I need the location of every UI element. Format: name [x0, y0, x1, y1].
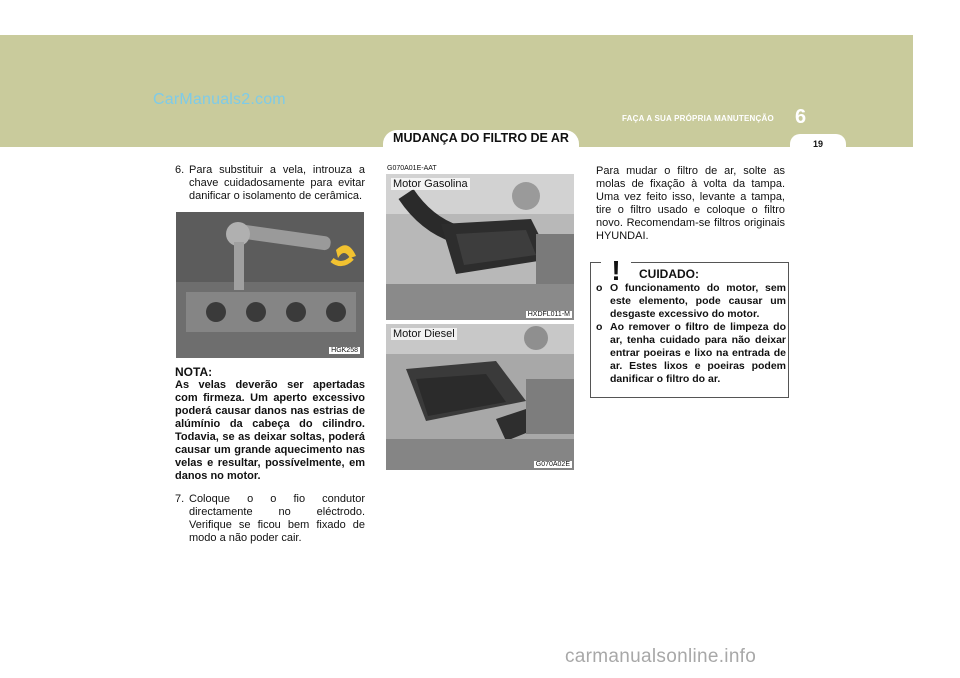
watermark-top[interactable]: CarManuals2.com	[153, 91, 286, 108]
gasoline-engine-photo	[386, 174, 574, 320]
caution-box	[590, 255, 789, 398]
spark-plug-illustration	[176, 212, 364, 358]
caution-title: CUIDADO:	[639, 267, 699, 281]
chapter-label: FAÇA A SUA PRÓPRIA MANUTENÇÃO	[622, 114, 774, 123]
spark-plug-photo	[176, 212, 364, 358]
caution-item	[596, 282, 786, 321]
reference-code: G070A01E-AAT	[387, 165, 437, 172]
step-6-text: Para substituir a vela, introuza a chave cuidadosamente para evitar danificar o isolamento de cerâmica.	[189, 164, 365, 202]
gasoline-engine-illustration	[386, 174, 574, 320]
caution-item	[596, 321, 786, 386]
step-7-text: Coloque o o fio condutor directamente no eléctrodo. Verifique se ficou bem fixado de modo a não poder cair.	[189, 493, 365, 544]
spark-plug-photo-code: HGK258	[331, 347, 358, 354]
diesel-engine-photo	[386, 324, 574, 470]
section-title: MUDANÇA DO FILTRO DE AR	[393, 131, 569, 145]
step-7	[175, 493, 365, 545]
svg-text:!: !	[611, 255, 621, 283]
caution-item-text: Ao remover o filtro de limpeza do ar, tenha cuidado para não deixar entrar poeiras e lixo na entrada de ar. Estes lixos e poeiras podem danificar o filtro do ar.	[610, 321, 786, 385]
diesel-engine-caption: Motor Diesel	[393, 328, 455, 340]
step-6-number: 6.	[175, 164, 185, 176]
page-number: 19	[812, 139, 823, 149]
left-column	[175, 164, 365, 203]
watermark-bottom[interactable]: carmanualsonline.info	[565, 646, 757, 667]
caution-item-text: O funcionamento do motor, sem este elemento, pode causar um desgaste excessivo do motor.	[610, 282, 786, 320]
diesel-engine-photo-code: G070A02E	[535, 461, 570, 468]
nota-text: As velas deverão ser apertadas com firmeza. Um aperto excessivo poderá causar danos nas estrias de alúmínio da cabeça do cilindro. Todavia, se as deixar soltas, poderá causar um grande aquecimento nas velas e resultar, possívelmente, em danos no motor.	[175, 379, 365, 482]
left-column-lower	[175, 366, 365, 545]
step-7-number: 7.	[175, 493, 185, 505]
diesel-engine-illustration	[386, 324, 574, 470]
gasoline-engine-photo-code: HXDFL011-M	[527, 311, 570, 318]
caution-item-bullet: o	[596, 321, 603, 333]
chapter-number: 6	[795, 106, 807, 128]
warning-icon	[601, 253, 631, 283]
air-filter-instructions: Para mudar o filtro de ar, solte as molas de fixação à volta da tampa. Uma vez feito isso, levante a tampa, tire o filtro usado e coloque o filtro novo. Recomendam-se filtros originais HYUNDAI.	[596, 165, 785, 242]
step-6	[175, 164, 365, 203]
nota-title: NOTA:	[175, 365, 213, 379]
gasoline-engine-caption: Motor Gasolina	[393, 178, 468, 190]
caution-list	[596, 282, 786, 386]
caution-item-bullet: o	[596, 282, 603, 294]
